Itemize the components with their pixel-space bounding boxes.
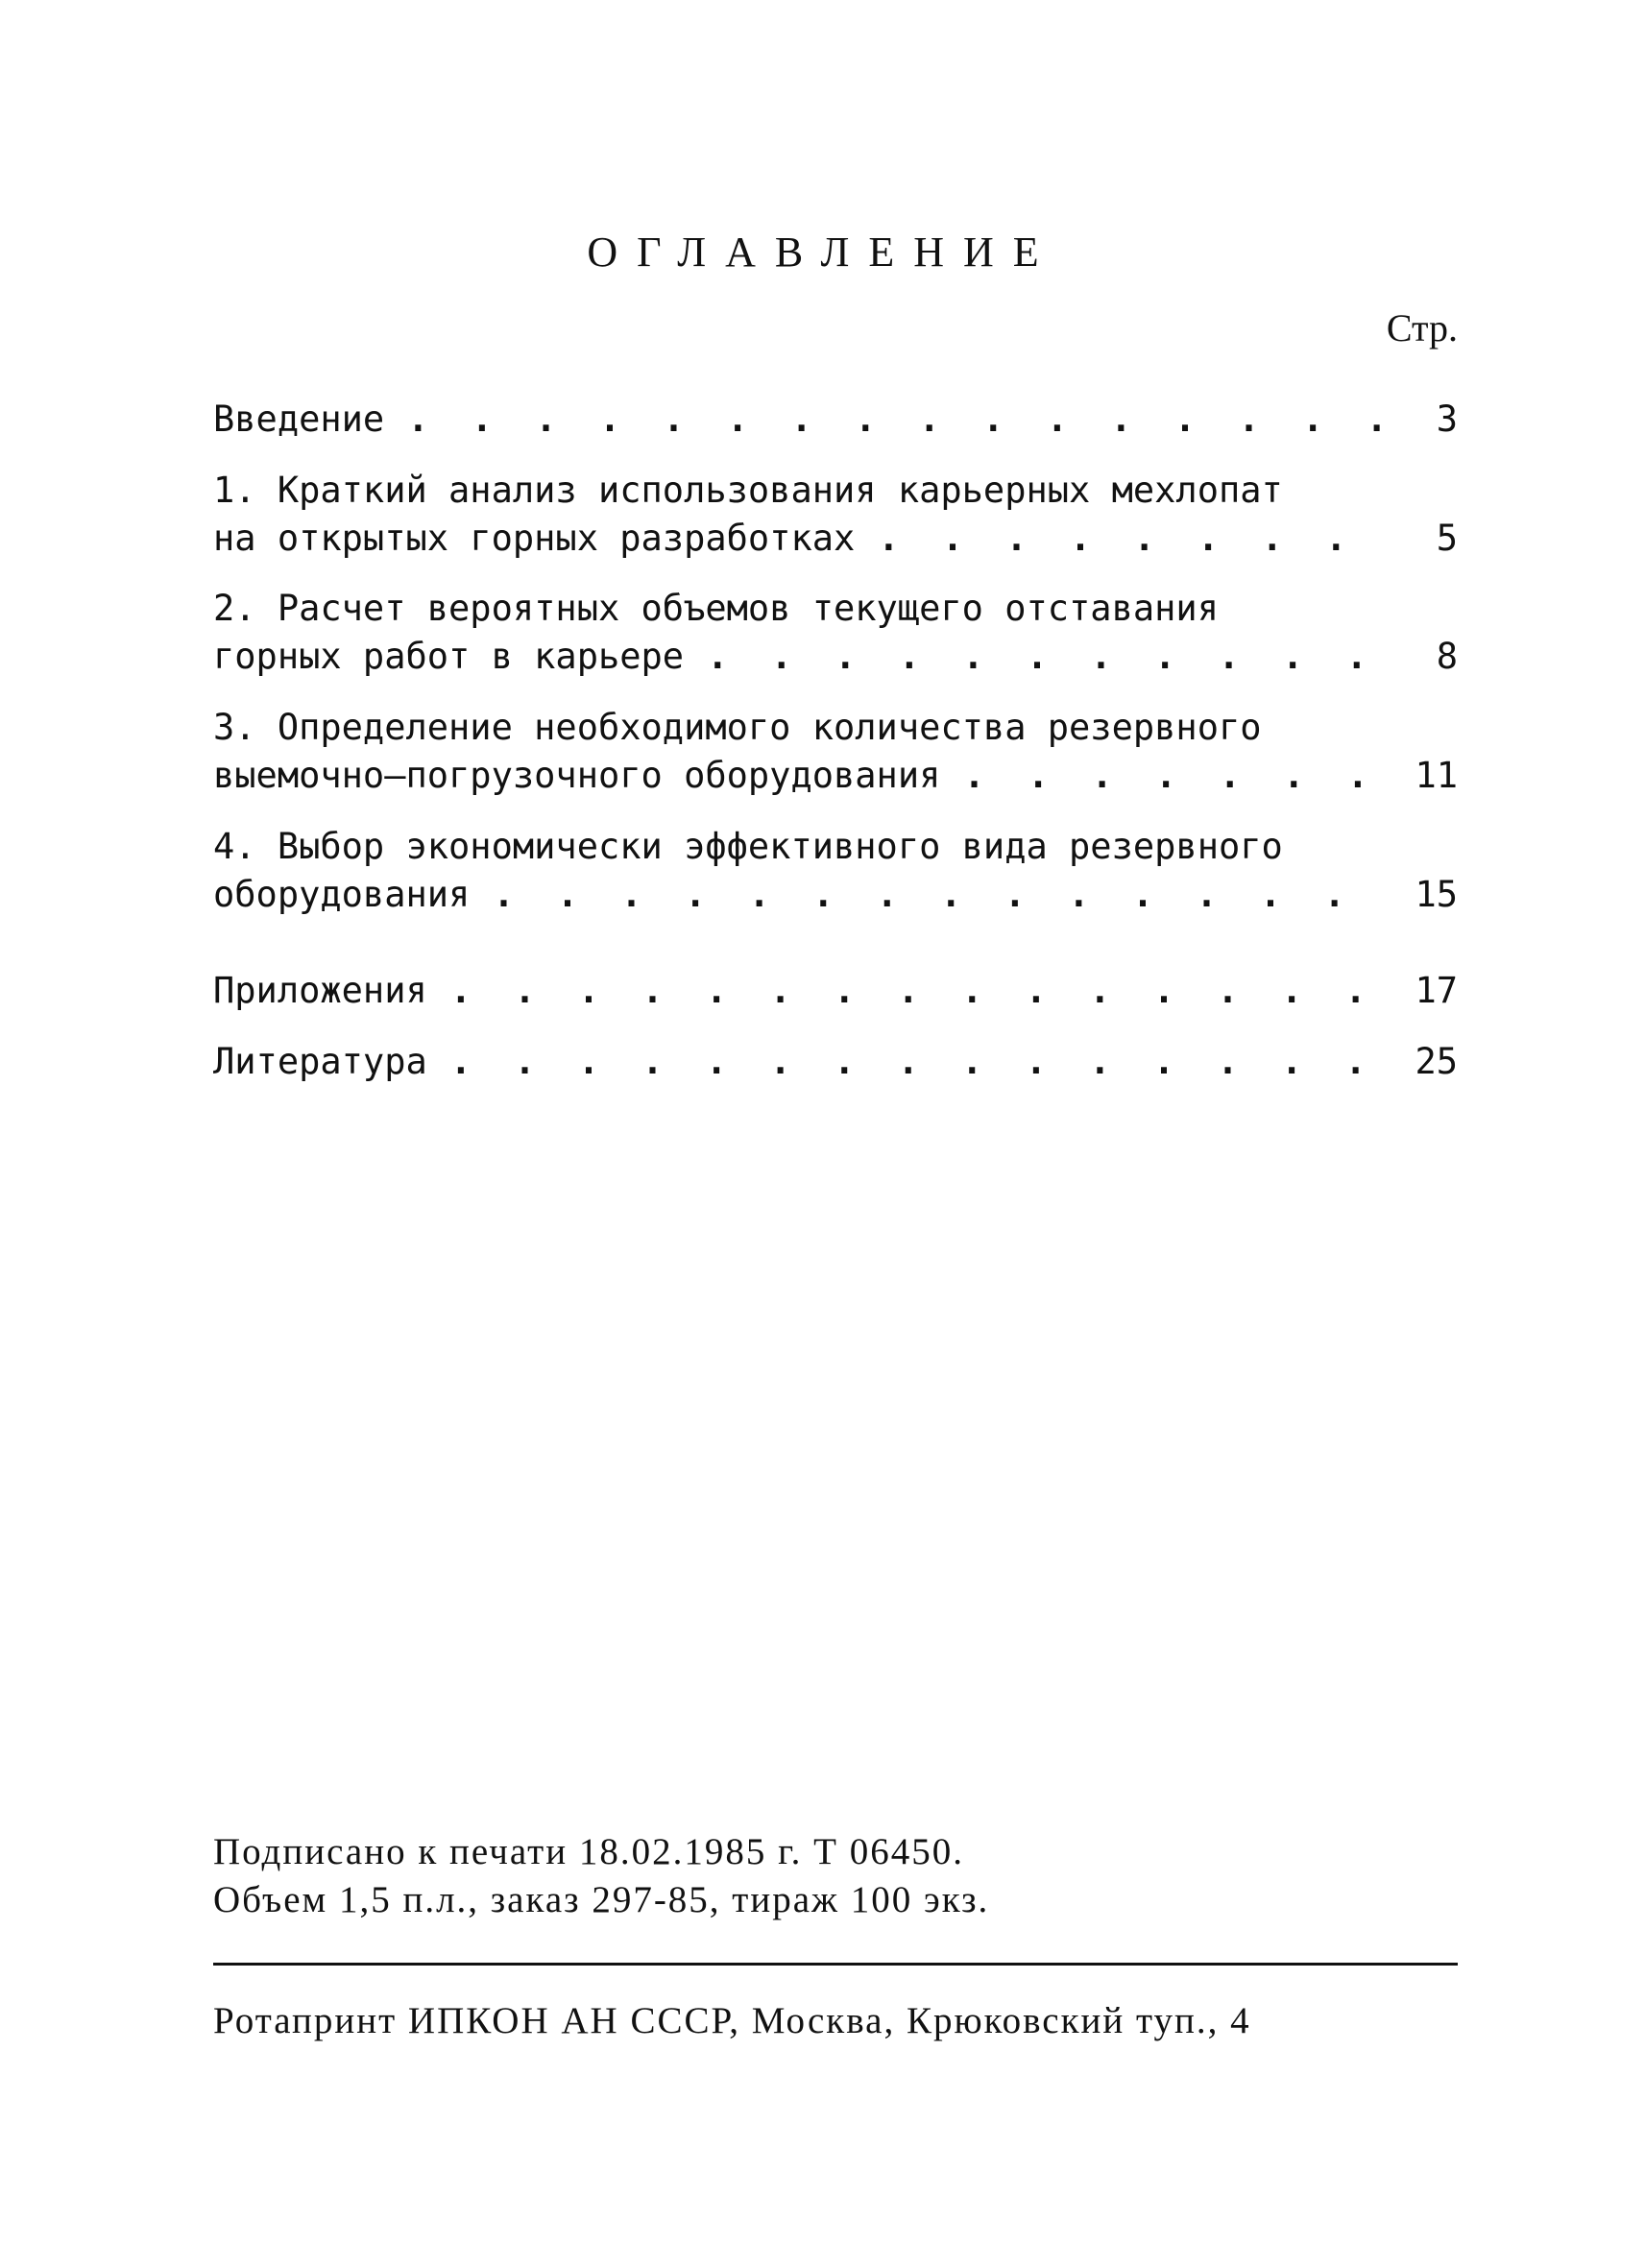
toc-entry-section-2[interactable] [213, 585, 1458, 681]
dot-leader [878, 515, 1383, 563]
toc-entry-title: 3. Определение необходимого количества резервного [213, 707, 1262, 748]
imprint-publisher: Ротапринт ИПКОН АН СССР, Москва, Крюковский туп., 4 [213, 2000, 1251, 2041]
document-title: ОГЛАВЛЕНИЕ [587, 229, 1058, 276]
dot-leader [493, 871, 1383, 919]
toc-entry-title: 2. Расчет вероятных объемов текущего отставания [213, 588, 1219, 629]
toc-page-number: 17 [1415, 970, 1458, 1011]
toc-entry-title: Введение [213, 398, 385, 440]
toc-entry-introduction[interactable] [213, 396, 1458, 444]
toc-page-number: 3 [1436, 398, 1458, 440]
toc-page-number: 11 [1415, 755, 1458, 796]
toc-entry-section-1[interactable] [213, 467, 1458, 563]
toc-entry-title: 1. Краткий анализ использования карьерных мехлопат [213, 470, 1283, 511]
toc-entry-title: Приложения [213, 970, 427, 1011]
toc-entry-title-continued: оборудования [213, 874, 471, 915]
toc-entry-title-continued: выемочно–погрузочного оборудования [213, 755, 941, 796]
dot-leader [707, 633, 1383, 681]
toc-entry-title-continued: на открытых горных разработках [213, 518, 856, 559]
toc-page-number: 8 [1436, 636, 1458, 677]
toc-page-number: 5 [1436, 518, 1458, 559]
page-column-label: Стр. [1386, 306, 1458, 350]
toc-entry-section-4[interactable] [213, 823, 1458, 919]
toc-entry-appendices[interactable] [213, 967, 1458, 1015]
toc-entry-title: 4. Выбор экономически эффективного вида резервного [213, 826, 1283, 867]
imprint-divider [213, 1963, 1458, 1966]
toc-entry-title: Литература [213, 1041, 427, 1082]
toc-entry-literature[interactable] [213, 1038, 1458, 1086]
dot-leader [450, 1038, 1383, 1086]
toc-page-number: 15 [1415, 874, 1458, 915]
dot-leader [407, 396, 1383, 444]
imprint-signed-to-print: Подписано к печати 18.02.1985 г. Т 06450. [213, 1831, 965, 1872]
dot-leader [450, 967, 1383, 1015]
toc-entry-section-3[interactable] [213, 704, 1458, 800]
toc-page-number: 25 [1415, 1041, 1458, 1082]
imprint-volume-order-circulation: Объем 1,5 п.л., заказ 297-85, тираж 100 экз. [213, 1879, 990, 1920]
toc-entry-title-continued: горных работ в карьере [213, 636, 685, 677]
dot-leader [963, 752, 1383, 800]
